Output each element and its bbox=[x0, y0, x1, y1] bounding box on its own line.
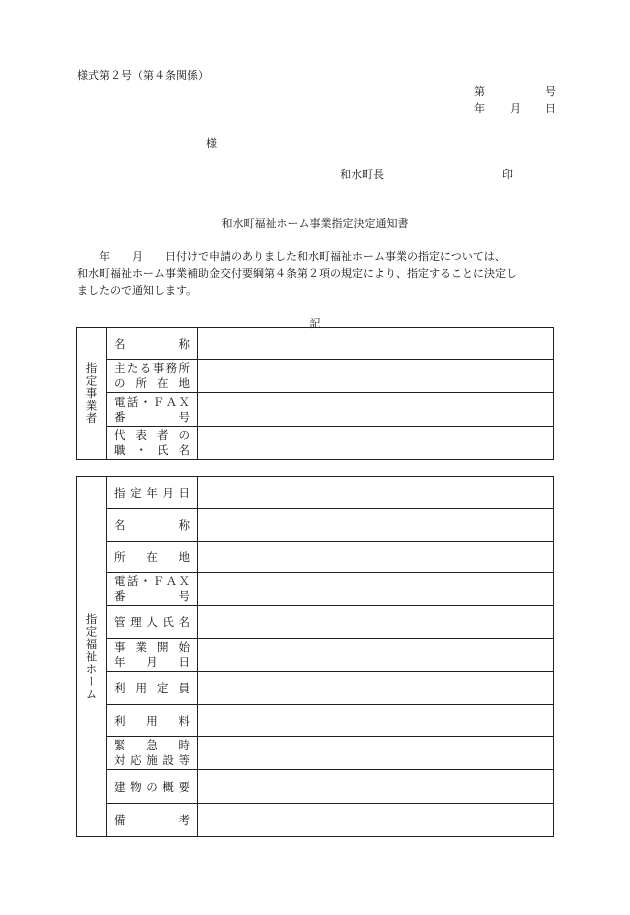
table-row bbox=[77, 542, 554, 573]
row-label: 名 称 bbox=[107, 509, 198, 542]
row-label: 利 用 料 bbox=[107, 705, 198, 737]
table-row bbox=[77, 606, 554, 639]
table-row bbox=[77, 573, 554, 606]
number-prefix: 第 bbox=[474, 85, 485, 98]
row-label: 利用定員 bbox=[107, 672, 198, 705]
table-row bbox=[77, 705, 554, 737]
welfare-home-table bbox=[76, 476, 554, 837]
notice-body-line-1: 年 月 日付けで申請のありました和水町福祉ホーム事業の指定については、 bbox=[77, 250, 506, 263]
value-cell[interactable] bbox=[198, 606, 554, 639]
value-cell[interactable] bbox=[198, 360, 554, 393]
document-title: 和水町福祉ホーム事業指定決定通知書 bbox=[221, 217, 409, 230]
row-label: 主たる事務所 の 所 在 地 bbox=[107, 360, 198, 393]
table-row bbox=[77, 477, 554, 509]
table-row bbox=[77, 427, 554, 460]
row-label: 管理人氏名 bbox=[107, 606, 198, 639]
table-row bbox=[77, 672, 554, 705]
table-row bbox=[77, 360, 554, 393]
welfare-home-group-label: 指定福祉ホーム bbox=[77, 477, 107, 837]
row-label: 緊 急 時 対応施設等 bbox=[107, 737, 198, 770]
row-label: 名 称 bbox=[107, 328, 198, 360]
addressee-suffix: 様 bbox=[206, 137, 217, 150]
row-label: 電話・ＦＡＸ 番 号 bbox=[107, 393, 198, 427]
notice-body-line-2: 和水町福祉ホーム事業補助金交付要綱第４条第２項の規定により、指定することに決定し bbox=[77, 267, 517, 280]
date-year: 年 bbox=[474, 102, 485, 115]
value-cell[interactable] bbox=[198, 672, 554, 705]
row-label: 指定年月日 bbox=[107, 477, 198, 509]
row-label: 建物の概要 bbox=[107, 770, 198, 804]
value-cell[interactable] bbox=[198, 705, 554, 737]
table-row bbox=[77, 737, 554, 770]
sender-title: 和水町長 bbox=[340, 168, 384, 181]
row-label: 事 業 開 始 年 月 日 bbox=[107, 639, 198, 672]
value-cell[interactable] bbox=[198, 737, 554, 770]
value-cell[interactable] bbox=[198, 328, 554, 360]
table-row bbox=[77, 328, 554, 360]
date-month: 月 bbox=[510, 102, 521, 115]
notice-body-line-3: ましたので通知します。 bbox=[77, 284, 198, 297]
form-number: 様式第２号（第４条関係） bbox=[77, 69, 209, 82]
value-cell[interactable] bbox=[198, 804, 554, 837]
operator-table bbox=[76, 327, 554, 460]
number-suffix: 号 bbox=[545, 85, 556, 98]
value-cell[interactable] bbox=[198, 427, 554, 460]
value-cell[interactable] bbox=[198, 477, 554, 509]
value-cell[interactable] bbox=[198, 542, 554, 573]
table-row bbox=[77, 804, 554, 837]
row-label: 電話・ＦＡＸ 番 号 bbox=[107, 573, 198, 606]
row-label: 代 表 者 の 職 ・ 氏 名 bbox=[107, 427, 198, 460]
value-cell[interactable] bbox=[198, 639, 554, 672]
date-day: 日 bbox=[545, 102, 556, 115]
table-row bbox=[77, 509, 554, 542]
operator-group-label: 指定事業者 bbox=[77, 328, 107, 460]
value-cell[interactable] bbox=[198, 573, 554, 606]
table-row bbox=[77, 639, 554, 672]
value-cell[interactable] bbox=[198, 393, 554, 427]
row-label: 備 考 bbox=[107, 804, 198, 837]
ki-heading: 記 bbox=[309, 317, 321, 330]
seal-mark: 印 bbox=[502, 168, 513, 181]
value-cell[interactable] bbox=[198, 770, 554, 804]
notice-body bbox=[77, 248, 555, 299]
value-cell[interactable] bbox=[198, 509, 554, 542]
table-row bbox=[77, 770, 554, 804]
table-row bbox=[77, 393, 554, 427]
row-label: 所 在 地 bbox=[107, 542, 198, 573]
